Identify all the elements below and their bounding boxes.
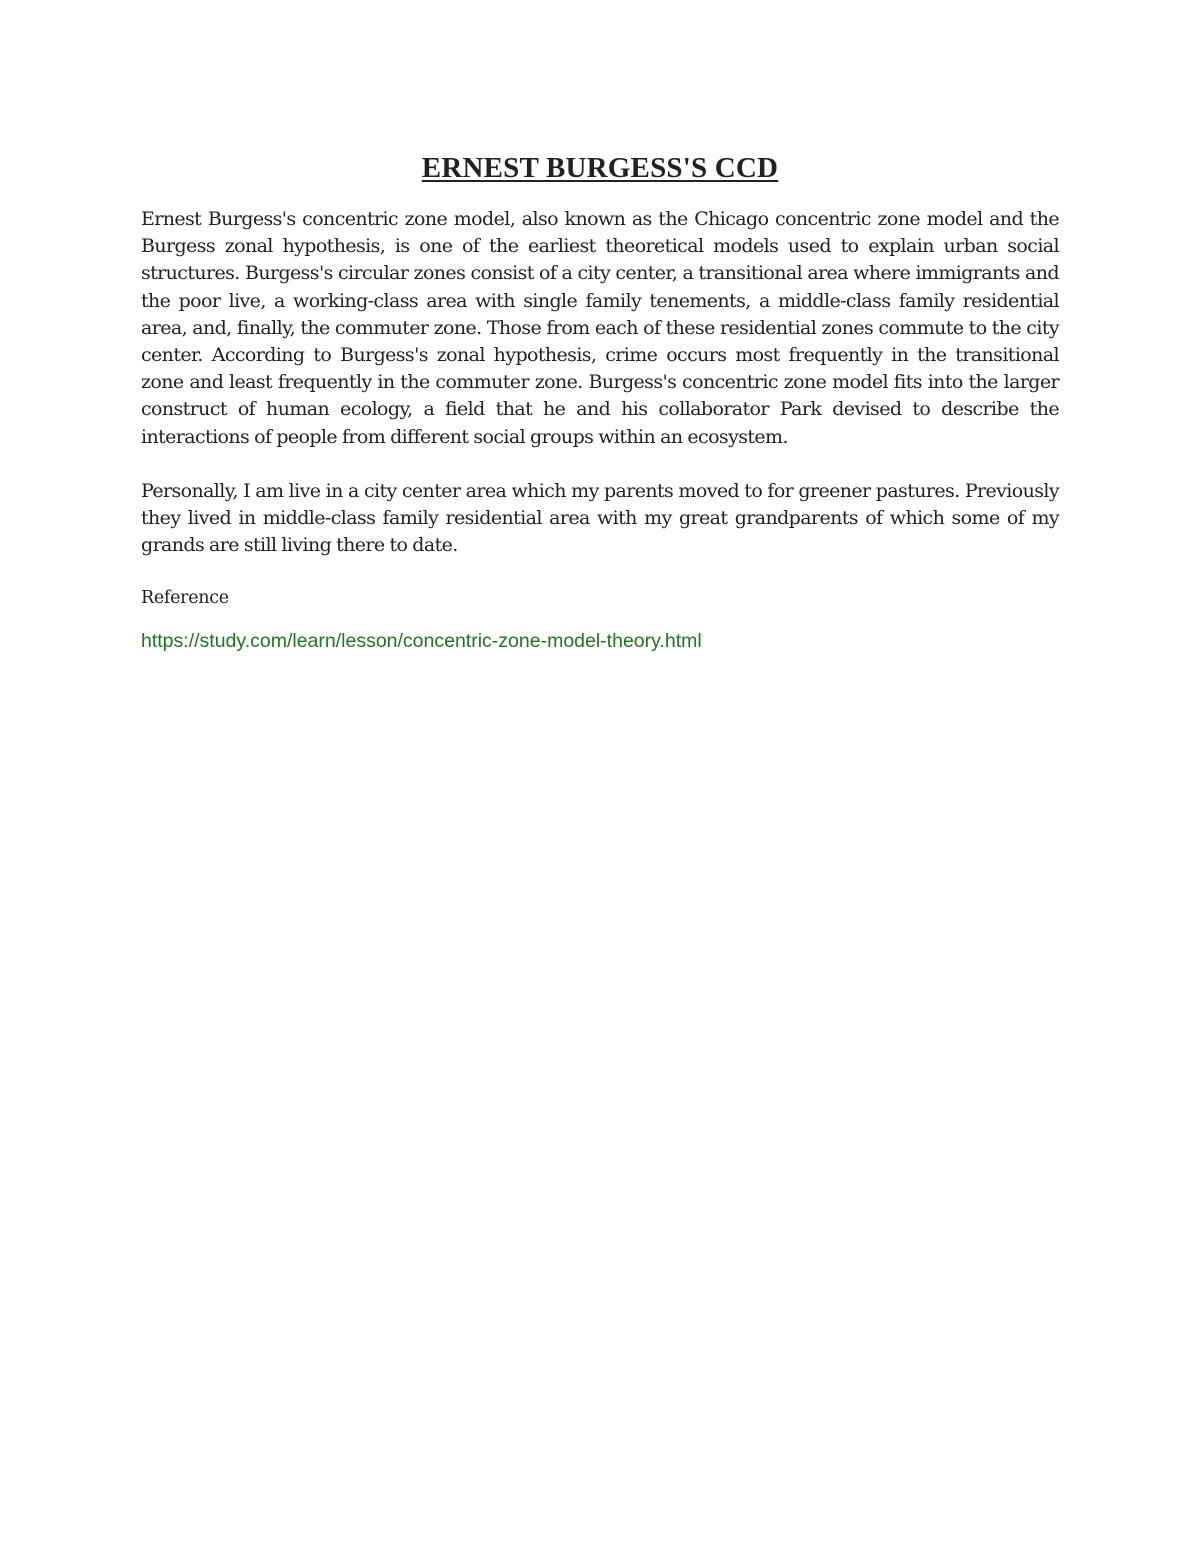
paragraph-burgess-model: Ernest Burgess's concentric zone model, also known as the Chicago concentric zone model and the Burgess zonal hypothesis, is one of the earliest theoretical models used to explain urban social structures. Burgess's circular zones consist of a city center, a transitional area where immigrants and the poor live, a working-class area with single family tenements, a middle-class family residential area, and, finally, the commuter zone. Those from each of these residential zones commute to the city center. According to Burgess's zonal hypothesis, crime occurs most frequently in the transitional zone and least frequently in the commuter zone. Burgess's concentric zone model fits into the larger construct of human ecology, a field that he and his collaborator Park devised to describe the interactions of people from different social groups within an ecosystem. xyxy=(141,208,1059,448)
reference-label: Reference xyxy=(141,588,229,609)
document-title: ERNEST BURGESS'S CCD xyxy=(421,152,779,184)
document-page xyxy=(141,150,1059,654)
reference-link[interactable]: https://study.com/learn/lesson/concentric-zone-model-theory.html xyxy=(141,630,702,653)
paragraph-personal: Personally, I am live in a city center area which my parents moved to for greener pastures. Previously they lived in middle-class family residential area with my great grandparents of which some of my grands are still living there to date. xyxy=(141,479,1059,557)
